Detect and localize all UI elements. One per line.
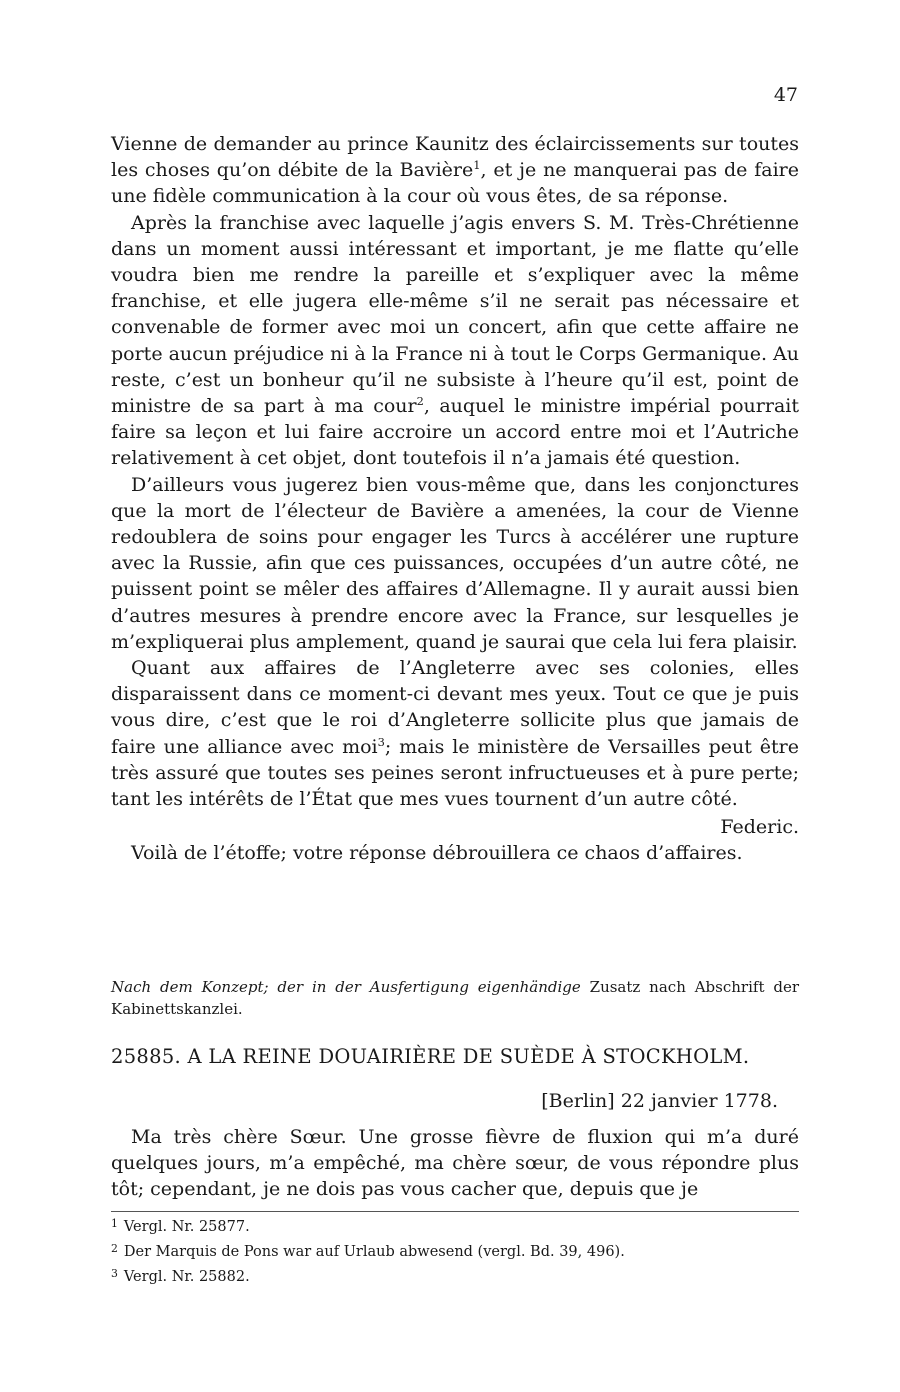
signature: Federic. <box>720 816 799 839</box>
letter-date: [Berlin] 22 janvier 1778. <box>541 1090 778 1112</box>
paragraph-4: Quant aux affaires de l’Angleterre avec ses colonies, elles disparaissent dans ce moment-ci devant mes yeux. Tout ce que je puis vous dire, c’est que le roi d’Angleterre sollicite plus que jamais de faire une alliance avec moi$^3$; mais le ministère de Versailles peut être très assuré que toutes ses peines seront infructueuses et à pure perte; tant les intérêts de l’État que mes vues tournent d’un autre côté. <box>111 657 799 811</box>
paragraph-3: D’ailleurs vous jugerez bien vous-même que, dans les conjonctures que la mort de l’électeur de Bavière a amenées, la cour de Vienne redoublera de soins pour engager les Turcs à accélérer une rupture avec la Russie, afin que ces puissances, occupées d’un autre côté, ne puissent point se mêler des affaires d’Allemagne. Il y aurait aussi bien d’autres mesures à prendre encore avec la France, sur lesquelles je m’expliquerai plus amplement, quand je saurai que cela lui fera plaisir. <box>111 473 799 653</box>
footnote-ref-1: 1 <box>473 158 481 173</box>
closing-line: Voilà de l’étoffe; votre réponse débrouillera ce chaos d’affaires. <box>131 842 743 865</box>
footnote-2: $^2$ Der Marquis de Pons war auf Urlaub abwesend (vergl. Bd. 39, 496). <box>111 1241 625 1260</box>
letter-paragraph: Ma très chère Sœur. Une grosse fièvre de fluxion qui m’a duré quelques jours, m’a empêché, ma chère sœur, de vous répondre plus tôt; cependant, je ne dois pas vous cacher que, depuis que je <box>111 1126 799 1201</box>
page-number: 47 <box>773 84 798 106</box>
footnote-ref-3: 3 <box>377 734 385 749</box>
letter-heading: 25885. A LA REINE DOUAIRIÈRE DE SUÈDE À STOCKHOLM. <box>111 1045 750 1068</box>
letter-body <box>111 1124 799 1203</box>
footnote-divider <box>111 1211 799 1212</box>
footnotes <box>111 1213 799 1287</box>
paragraph-1: Vienne de demander au prince Kaunitz des éclaircissements sur toutes les choses qu’on débite de la Bavière$^1$, et je ne manquerai pas de faire une fidèle communication à la cour où vous êtes, de sa réponse. <box>111 133 800 208</box>
footnote-1: $^1$ Vergl. Nr. 25877. <box>111 1217 250 1235</box>
source-note: Nach dem Konzept; der in der Ausfertigung eigenhändige Zusatz nach Abschrift der Kabinettskanzlei. <box>111 978 799 1018</box>
main-text <box>111 131 799 867</box>
footnote-3: $^3$ Vergl. Nr. 25882. <box>111 1266 250 1285</box>
footnote-ref-2: 2 <box>416 394 424 409</box>
paragraph-2: Après la franchise avec laquelle j’agis envers S. M. Très-Chrétienne dans un moment aussi intéressant et important, je me flatte qu’elle voudra bien me rendre la pareille et s’expliquer avec la même franchise, et elle jugera elle-même s’il ne serait pas nécessaire et convenable de former avec moi un concert, afin que cette affaire ne porte aucun préjudice ni à la France ni à tout le Corps Germanique. Au reste, c’est un bonheur qu’il ne subsiste à l’heure qu’il est, point de ministre de sa part à ma cour$^2$, auquel le ministre impérial pourrait faire sa leçon et lui faire accroire un accord entre moi et l’Autriche relativement à cet objet, dont toutefois il n’a jamais été question. <box>111 211 799 470</box>
